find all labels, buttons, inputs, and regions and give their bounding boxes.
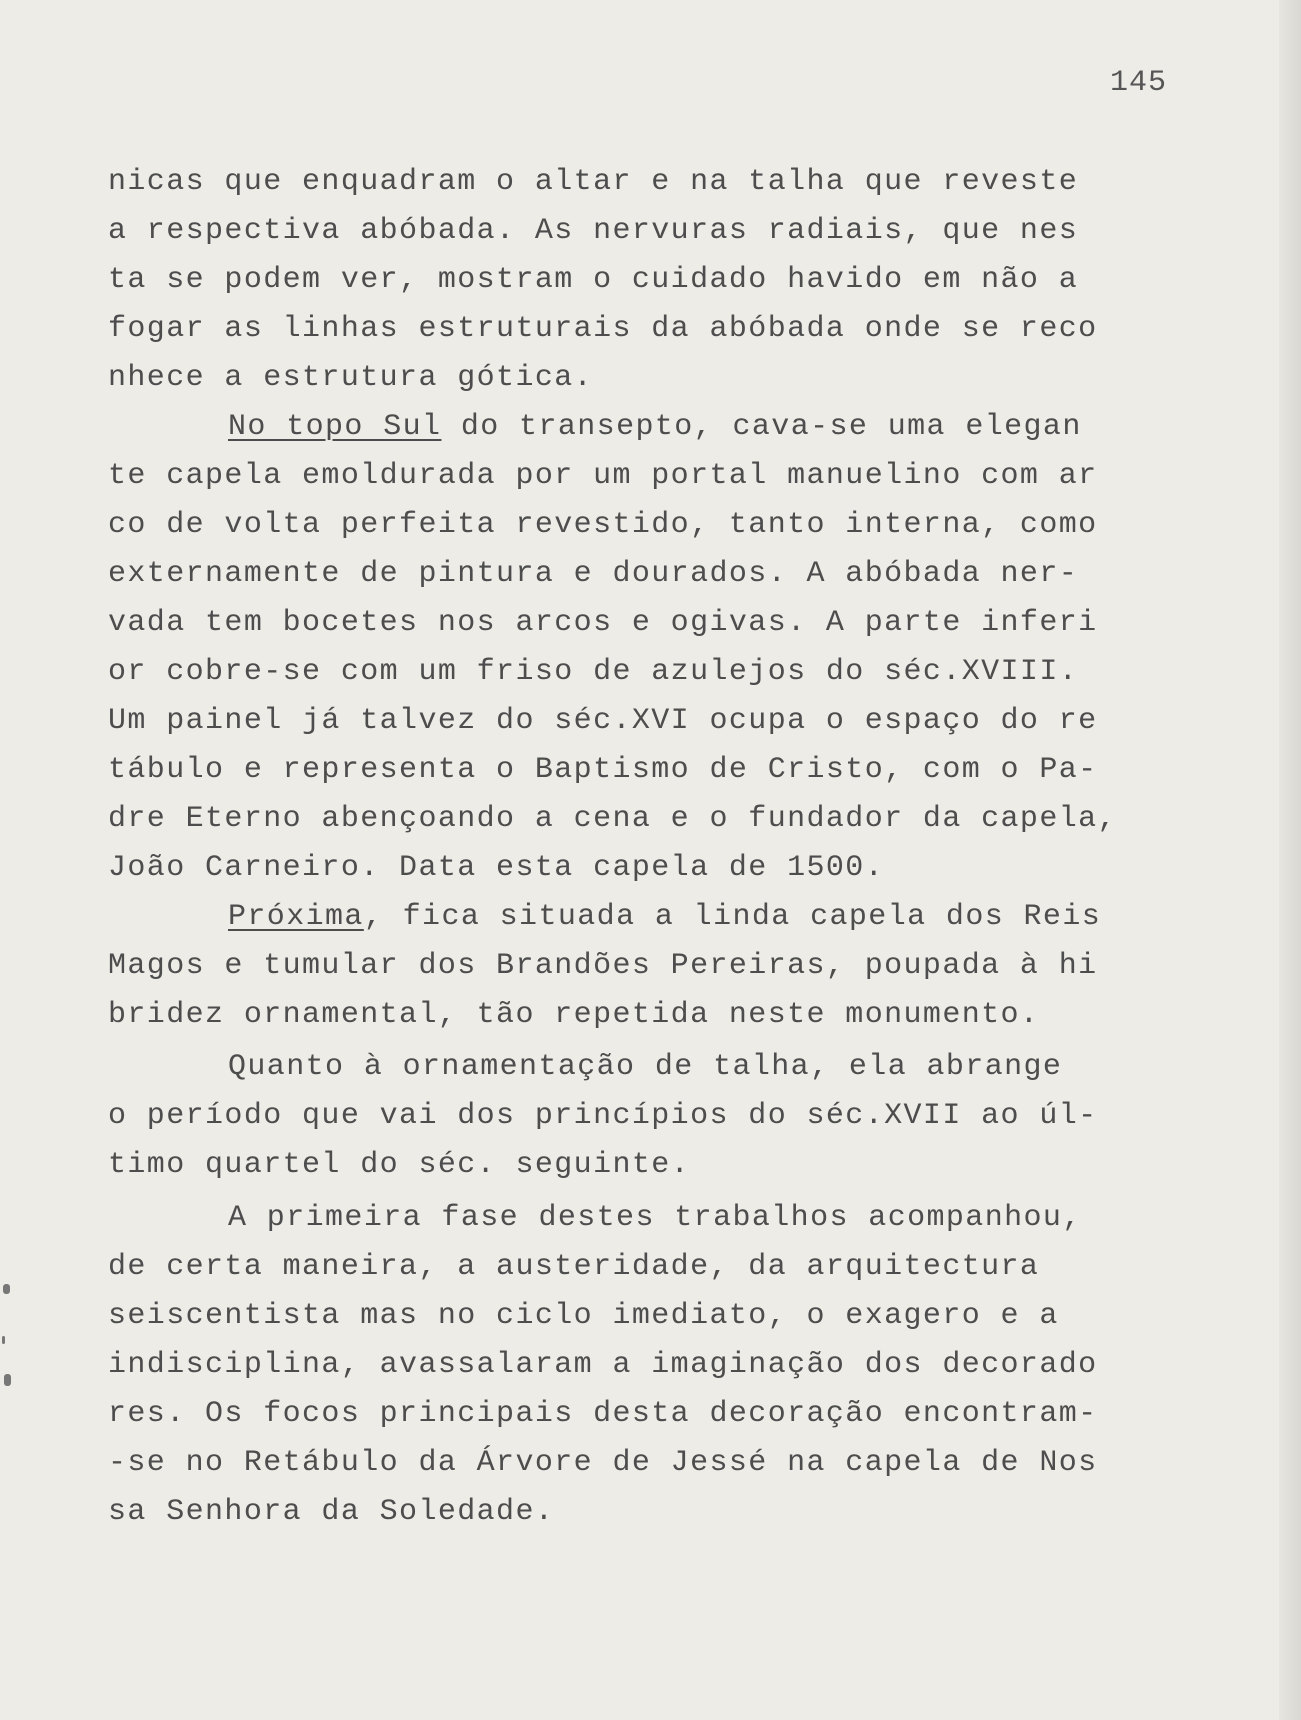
text-line: -se no Retábulo da Árvore de Jessé na capela de Nos [108,1446,1098,1480]
text-line: co de volta perfeita revestido, tanto interna, como [108,508,1098,542]
paragraph-first-line [108,893,1168,942]
document-body [108,158,1168,1537]
text-line: o período que vai dos princípios do séc.XVII ao úl- [108,1099,1098,1133]
text-line: a respectiva abóbada. As nervuras radiais, que nes [108,214,1079,248]
ink-mark [2,1336,5,1344]
text-line: fogar as linhas estruturais da abóbada onde se reco [108,312,1098,346]
text-line: te capela emoldurada por um portal manuelino com ar [108,459,1098,493]
text-line: Um painel já talvez do séc.XVI ocupa o espaço do re [108,704,1098,738]
ink-mark [4,1374,11,1386]
text-line: timo quartel do séc. seguinte. [108,1148,691,1182]
paragraph-first-line: Quanto à ornamentação de talha, ela abrange [228,1050,1063,1084]
text-run: , fica situada a linda capela dos Reis [363,900,1102,934]
text-line: nicas que enquadram o altar e na talha que reveste [108,165,1079,199]
text-line: seiscentista mas no ciclo imediato, o exagero e a [108,1299,1059,1333]
text-line: ta se podem ver, mostram o cuidado havido em não a [108,263,1079,297]
text-line: bridez ornamental, tão repetida neste monumento. [108,998,1040,1032]
text-line: dre Eterno abençoando a cena e o fundador da capela, [108,802,1117,836]
paragraph-first-line [108,403,1168,452]
text-line: nhece a estrutura gótica. [108,361,594,395]
text-line: João Carneiro. Data esta capela de 1500. [108,851,885,885]
text-line: or cobre-se com um friso de azulejos do séc.XVIII. [108,655,1079,689]
page-edge-shadow [1279,0,1301,1720]
text-line: tábulo e representa o Baptismo de Cristo, com o Pa- [108,753,1098,787]
text-line: sa Senhora da Soledade. [108,1495,555,1529]
underlined-phrase: Próxima [228,900,364,934]
ink-mark [3,1284,10,1294]
text-line: de certa maneira, a austeridade, da arquitectura [108,1250,1040,1284]
underlined-phrase: No topo Sul [228,410,442,444]
text-run: do transepto, cava-se uma elegan [441,410,1082,444]
paragraph-first-line: A primeira fase destes trabalhos acompanhou, [228,1201,1082,1235]
text-line: res. Os focos principais desta decoração encontram- [108,1397,1098,1431]
binding-marks [0,1270,20,1390]
page-number: 145 [1110,66,1168,100]
text-line: Magos e tumular dos Brandões Pereiras, poupada à hi [108,949,1098,983]
text-line: externamente de pintura e dourados. A abóbada ner- [108,557,1079,591]
text-line: indisciplina, avassalaram a imaginação dos decorado [108,1348,1098,1382]
text-line: vada tem bocetes nos arcos e ogivas. A parte inferi [108,606,1098,640]
